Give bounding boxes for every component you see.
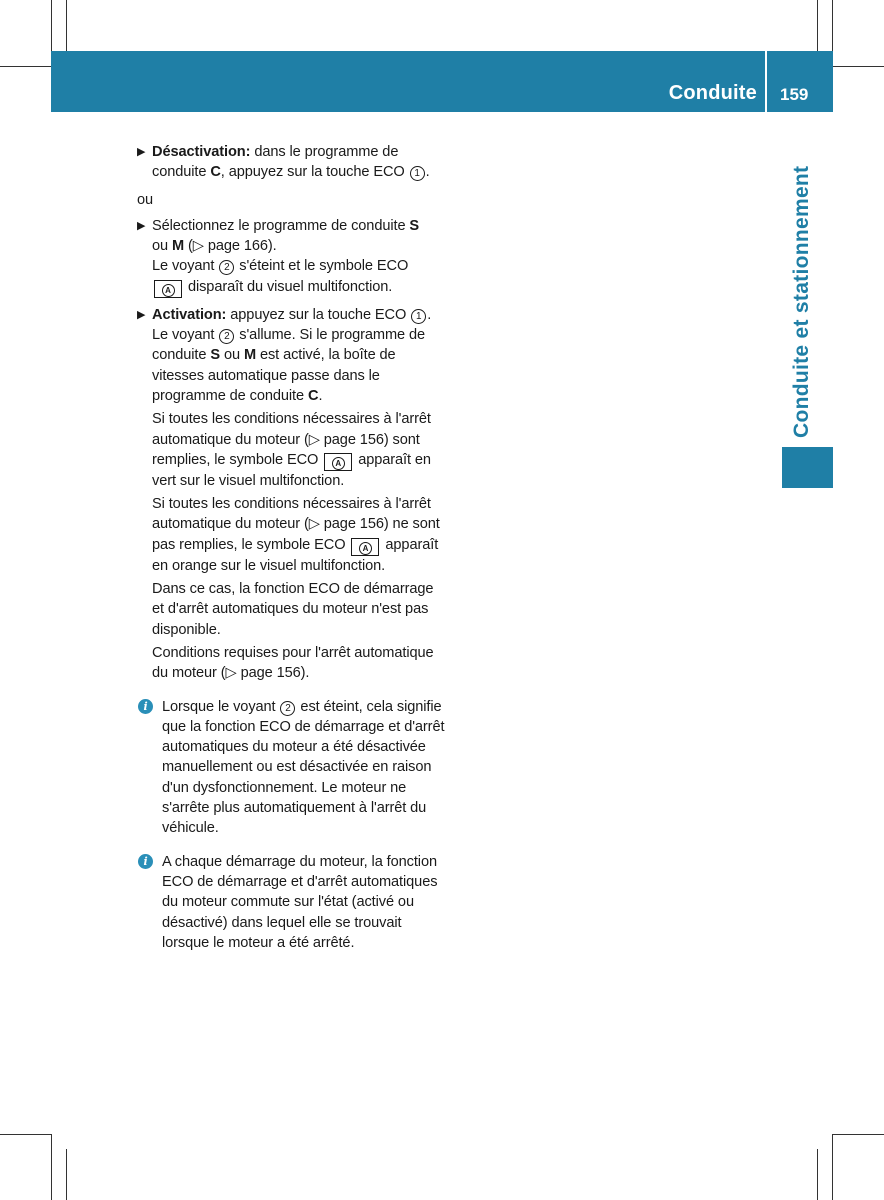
callout-marker: 2 (219, 260, 234, 275)
section-title: Conduite (668, 82, 757, 104)
crop-mark (817, 0, 818, 51)
instruction-deactivation: ▶ Désactivation: dans le programme de conduite C, appuyez sur la touche ECO 1 . (137, 144, 430, 181)
header-divider (765, 51, 767, 112)
instruction-activation (137, 305, 445, 684)
chapter-tab-label: Conduite et stationnement (790, 165, 813, 438)
crop-mark (817, 1149, 818, 1200)
activation-text: Activation: appuyez sur la touche ECO 1 . Le voyant 2 s'allume. Si le programme de conduite S ou M est activé, la boîte de vitesses automatique passe dans le programme de conduite C. (152, 306, 432, 404)
crop-mark (51, 1134, 52, 1200)
arrow-icon: ▶ (137, 146, 146, 158)
arrow-icon: ▶ (137, 308, 146, 321)
callout-marker: 2 (219, 329, 234, 344)
paragraph: Si toutes les conditions nécessaires à l'arrêt automatique du moteur (▷ page 156) ne sont pas remplies, le symbole ECO A apparaît en orange sur le visuel multifonction. (152, 496, 440, 574)
instruction-select-program: ▶ Sélectionnez le programme de conduite S ou M (▷ page 166). Le voyant 2 s'éteint et le symbole ECO A disparaît du visuel multifonction. (137, 216, 445, 298)
eco-symbol-icon: A (324, 453, 352, 471)
eco-symbol-icon: A (154, 280, 182, 298)
crop-mark (833, 1134, 884, 1135)
callout-marker: 2 (280, 701, 295, 716)
info-note: i A chaque démarrage du moteur, la fonction ECO de démarrage et d'arrêt automatiques du moteur commute sur l'état (activé ou désactivé) dans lequel elle se trouvait lorsque le moteur a été arrêté. (137, 852, 445, 953)
arrow-icon: ▶ (137, 219, 146, 232)
crop-mark (51, 0, 52, 51)
crop-mark (832, 0, 833, 51)
crop-mark (0, 1134, 51, 1135)
page-content (137, 142, 445, 953)
callout-marker: 1 (410, 166, 425, 181)
crop-mark (833, 66, 884, 67)
paragraph: Conditions requises pour l'arrêt automatique du moteur (▷ page 156). (152, 644, 434, 682)
crop-mark (832, 1134, 833, 1200)
crop-mark (66, 0, 67, 51)
info-icon: i (138, 699, 153, 714)
paragraph: Si toutes les conditions nécessaires à l'arrêt automatique du moteur (▷ page 156) sont remplies, le symbole ECO A apparaît en vert sur le visuel multifonction. (152, 411, 431, 489)
callout-marker: 1 (411, 309, 426, 324)
info-note: i Lorsque le voyant 2 est éteint, cela signifie que la fonction ECO de démarrage et d'arrêt automatiques du moteur a été désactivée manuellement ou est désactivée en raison d'un dysfonctionnement. Le moteur ne s'arrête plus automatiquement à l'arrêt du véhicule. (137, 697, 445, 839)
or-text: ou (137, 191, 154, 208)
crop-mark (66, 1149, 67, 1200)
chapter-tab-marker (782, 447, 833, 488)
page-number: 159 (780, 85, 809, 104)
eco-symbol-icon: A (351, 538, 379, 556)
crop-mark (0, 66, 51, 67)
info-icon: i (138, 854, 153, 869)
paragraph: Dans ce cas, la fonction ECO de démarrage et d'arrêt automatiques du moteur n'est pas disponible. (152, 581, 434, 638)
